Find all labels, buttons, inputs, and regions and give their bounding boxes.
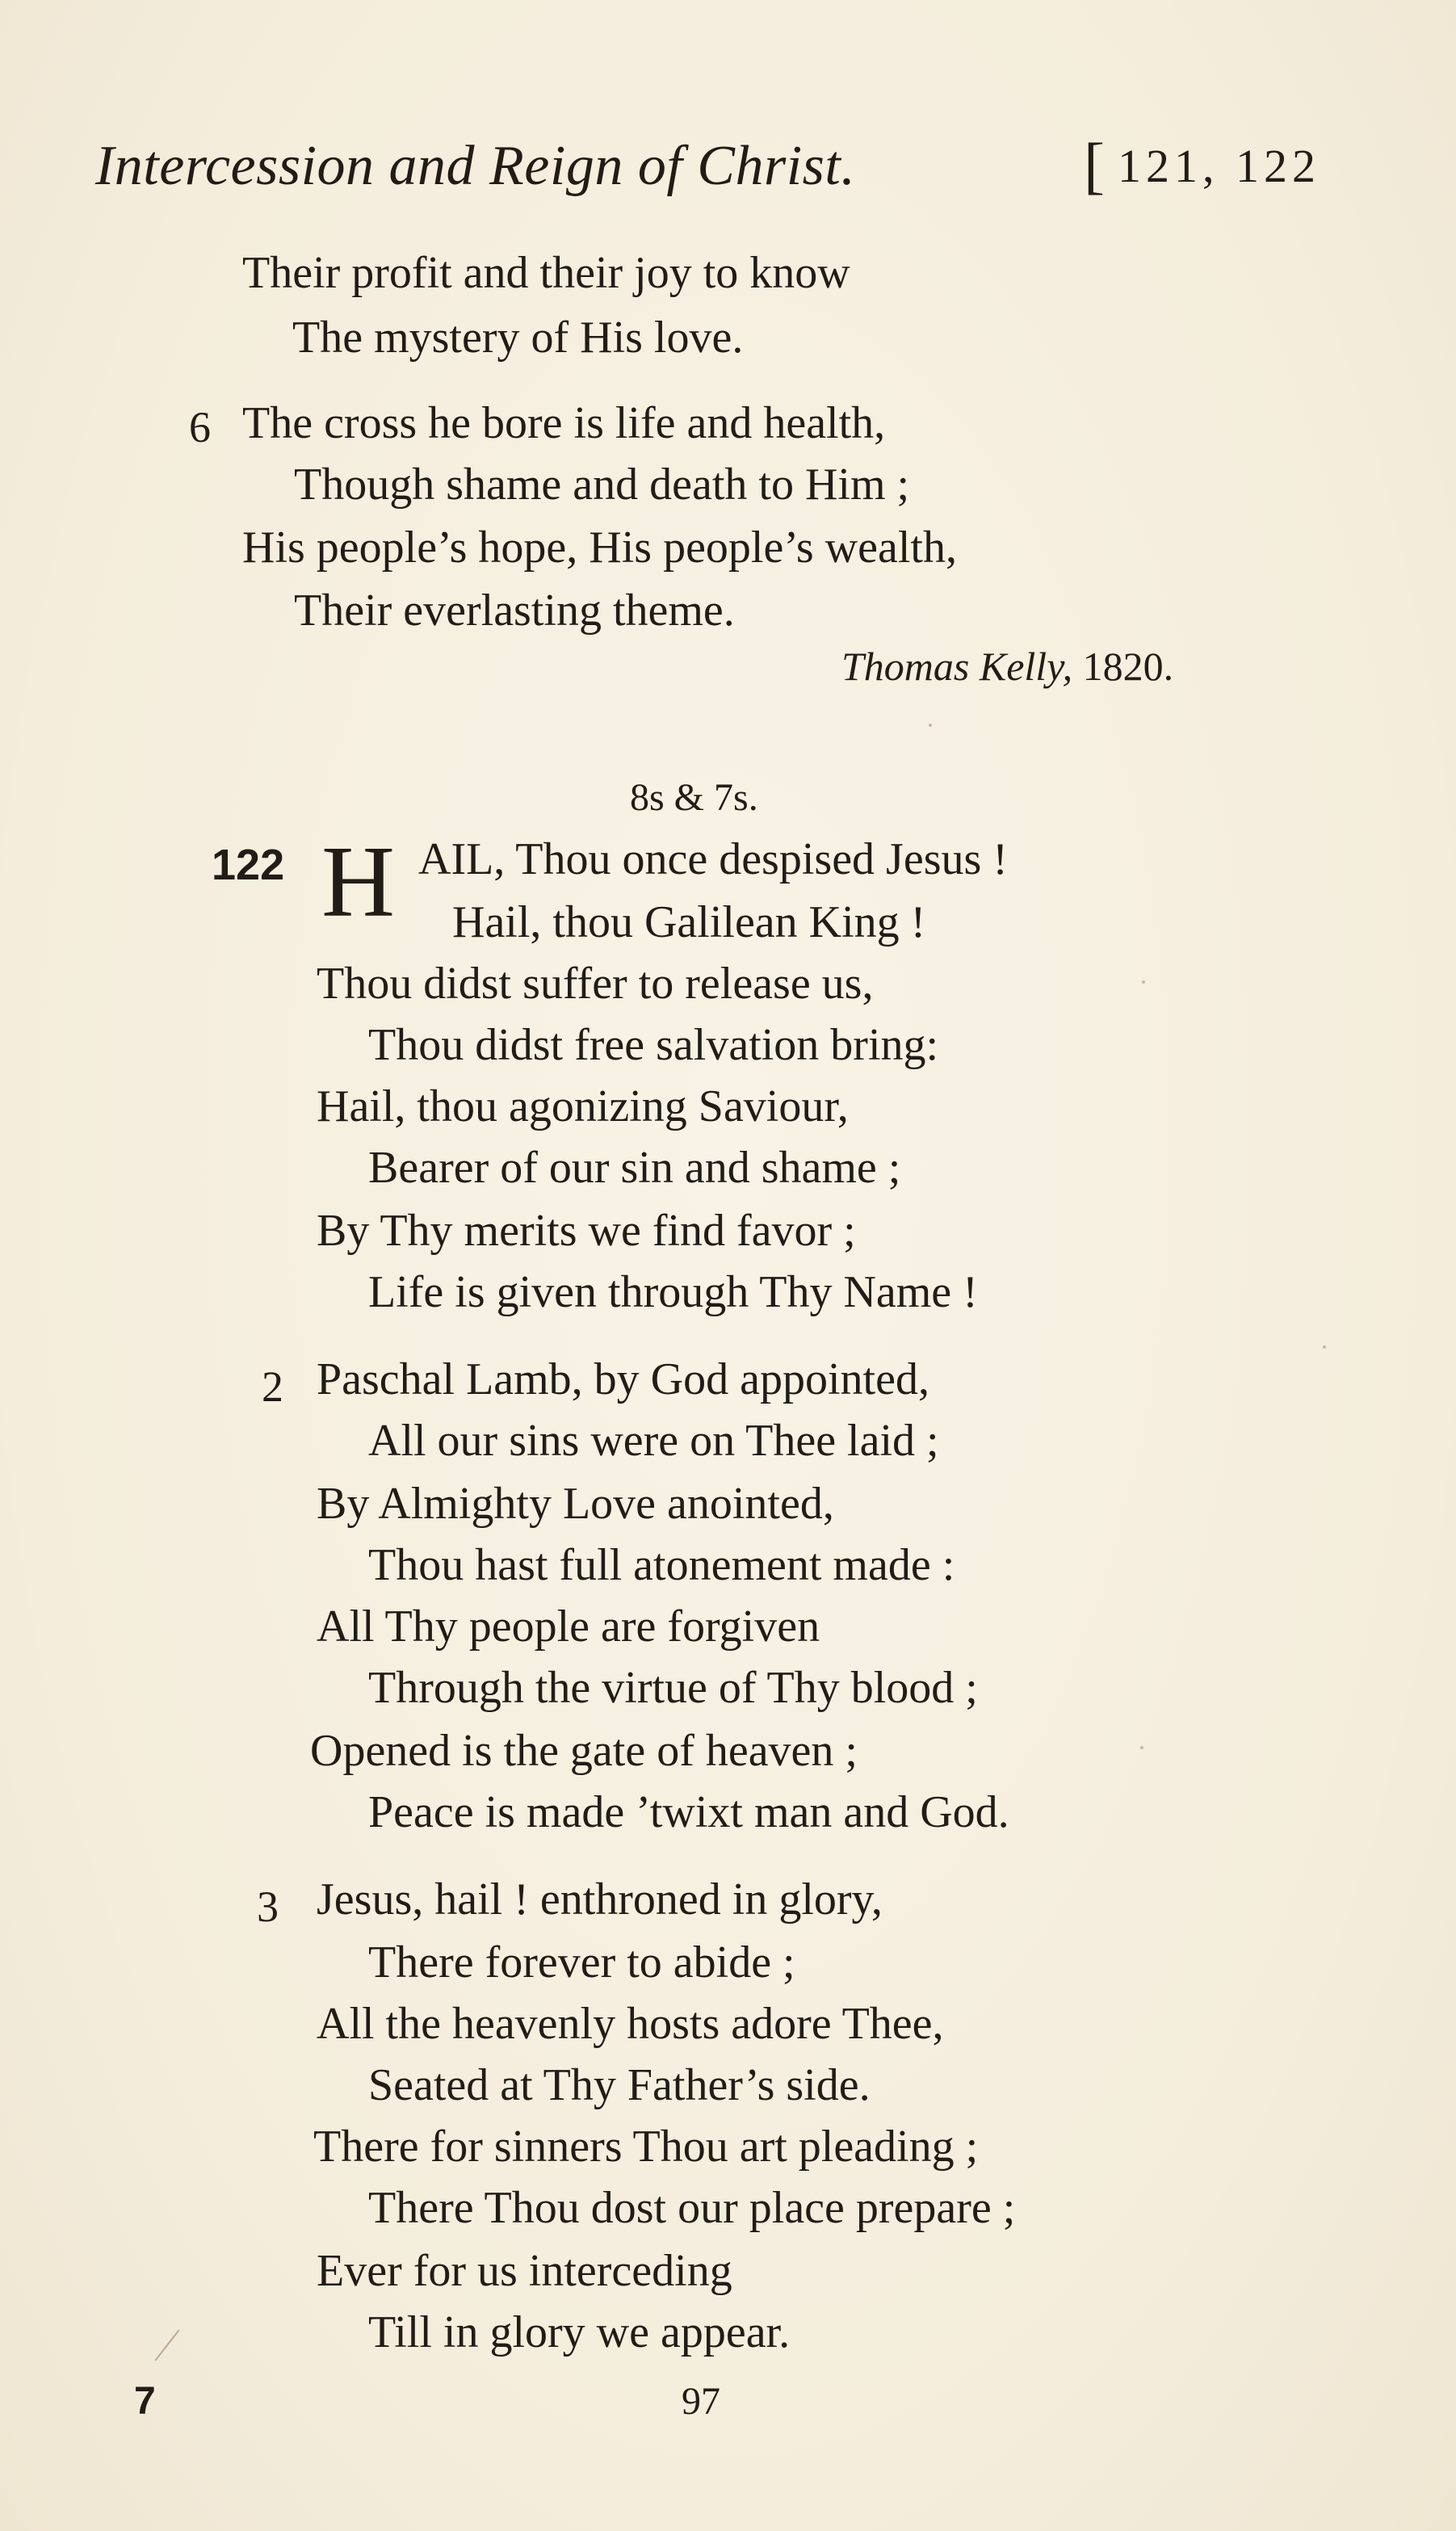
hymn-122-verse-3-line-2: There forever to abide ; [368,1937,795,1987]
hymn-122-verse-3-line-1: Jesus, hail ! enthroned in glory, [317,1874,883,1924]
hymn-122-verse-1-line-3: Thou didst suffer to release us, [317,959,874,1009]
attribution-author: Thomas Kelly, [841,644,1073,689]
page-number: 97 [682,2380,720,2423]
hymn-121-verse-6-number: 6 [189,403,211,451]
running-title: Intercession and Reign of Christ. [95,135,856,197]
hymn-122-verse-1-line-5: Hail, thou agonizing Saviour, [317,1081,849,1131]
hymn-122-verse-3-line-7: Ever for us interceding [317,2246,732,2296]
hymn-122-verse-1-line-6: Bearer of our sin and shame ; [368,1143,901,1193]
hymn-122-verse-2-line-4: Thou hast full atonement made : [368,1540,955,1590]
hymn-122-verse-2-line-7: Opened is the gate of heaven ; [310,1726,858,1776]
paper-speck [1140,1746,1143,1749]
hymn-121-attribution [841,643,1173,690]
hymn-122-verse-1-line-8: Life is given through Thy Name ! [368,1267,978,1317]
hymn-122-meter: 8s & 7s. [630,776,758,819]
hymn-122-verse-3-line-8: Till in glory we appear. [368,2307,791,2357]
paper-speck [1142,980,1145,984]
hymn-122-verse-2-line-2: All our sins were on Thee laid ; [368,1416,939,1466]
hymn-122-verse-1-line-7: By Thy merits we find favor ; [317,1206,856,1256]
hymn-122-verse-1-line-1: AIL, Thou once despised Jesus ! [418,834,1008,884]
hymn-122-verse-2-number: 2 [262,1362,283,1411]
hymn-121-continuation-line-1: Their profit and their joy to know [242,248,850,298]
attribution-year: 1820. [1082,644,1174,689]
header-hymn-numbers: 121, 122 [1118,140,1320,192]
hymn-122-dropcap: H [321,826,395,938]
hymn-122-number: 122 [212,841,285,889]
hymn-122-verse-3-line-5: There for sinners Thou art pleading ; [313,2122,979,2172]
pencil-mark [154,2329,179,2361]
paper-speck [1323,1345,1326,1349]
hymn-121-verse-6-line-2: Though shame and death to Him ; [294,460,910,510]
hymn-122-verse-2-line-8: Peace is made ’twixt man and God. [368,1787,1009,1837]
hymn-122-verse-2-line-3: By Almighty Love anointed, [317,1479,834,1529]
hymn-121-verse-6-line-1: The cross he bore is life and health, [242,398,886,448]
hymn-122-verse-2-line-1: Paschal Lamb, by God appointed, [317,1354,929,1404]
hymn-122-verse-1-line-4: Thou didst free salvation bring: [368,1020,939,1070]
paper-speck [929,724,932,727]
signature-mark: 7 [134,2380,156,2423]
hymn-122-verse-3-line-6: There Thou dost our place prepare ; [368,2183,1016,2233]
hymn-121-verse-6-line-3: His people’s hope, His people’s wealth, [242,523,957,573]
hymn-121-verse-6-line-4: Their everlasting theme. [294,586,735,636]
hymn-122-verse-3-number: 3 [257,1883,279,1931]
hymn-122-verse-3-line-3: All the heavenly hosts adore Thee, [317,1999,944,2049]
hymn-122-verse-1-line-2: Hail, thou Galilean King ! [452,897,926,947]
hymn-122-verse-3-line-4: Seated at Thy Father’s side. [368,2060,871,2110]
hymn-122-verse-2-line-5: All Thy people are forgiven [317,1601,820,1652]
header-bracket: [ [1084,130,1105,200]
hymn-121-continuation-line-2: The mystery of His love. [292,313,744,363]
hymn-122-verse-2-line-6: Through the virtue of Thy blood ; [368,1663,978,1713]
